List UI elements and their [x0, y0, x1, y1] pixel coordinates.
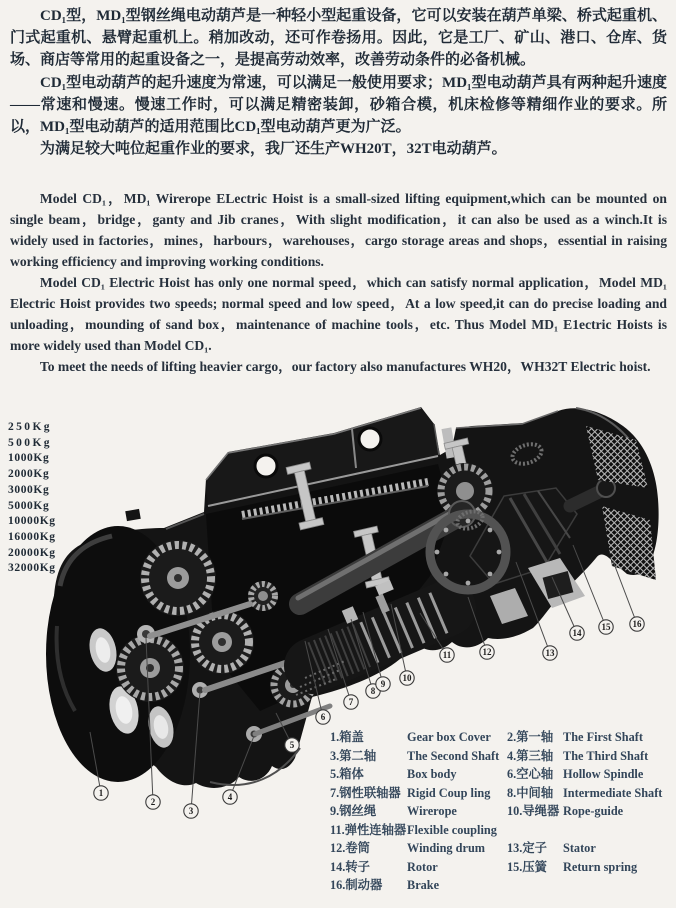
legend-cn: 16.制动器 — [330, 878, 383, 892]
svg-text:5: 5 — [289, 740, 295, 750]
capacity-label: 2000Kg — [8, 468, 50, 481]
legend-en: Return spring — [563, 859, 638, 874]
svg-text:4: 4 — [227, 792, 233, 802]
svg-text:1: 1 — [98, 788, 104, 798]
legend-cn: 15.压簧 — [507, 859, 547, 874]
legend-cn: 8.中间轴 — [507, 785, 554, 800]
capacity-label: 3000Kg — [8, 483, 50, 496]
gear — [116, 634, 184, 702]
svg-text:8: 8 — [370, 686, 376, 696]
cn-paragraph: CD₁型，MD₁型钢丝绳电动葫芦是一种轻小型起重设备，它可以安装在葫芦单梁、桥式起重机、门式起重机、悬臂起重机上。稍加改动，还可作卷扬用。因此，它是工厂、矿山、港口、仓库、货场、商店等常用的起重设备之一，是提高劳动效率，改善劳动条件的必备机械。 — [10, 8, 667, 69]
legend-row — [330, 802, 662, 821]
legend-en: Rope-guide — [563, 804, 624, 818]
legend-row — [330, 858, 662, 877]
legend-en: Rigid Coup ling — [407, 785, 491, 800]
legend-cn: 7.钢性联轴器 — [330, 785, 401, 800]
legend-en: Winding drum — [407, 841, 486, 855]
legend-en: The Third Shaft — [563, 748, 649, 763]
legend-cn — [507, 876, 563, 895]
svg-text:9: 9 — [380, 679, 386, 689]
svg-text:15: 15 — [601, 622, 611, 632]
svg-text:12: 12 — [482, 647, 492, 657]
legend-en: Stator — [563, 841, 596, 855]
legend-row — [330, 728, 662, 747]
en-paragraph: Model CD₁ Electric Hoist has only one normal speed，which can satisfy normal application，Model MD₁ Electric Hoist provides two speeds; normal speed and low speed，At a low speed,it can do precise loading and unloading，mounding of sand box，maintenance of machine tools，etc. Thus Model MD₁ E1ectric Hoists is more widely used than Model CD₁. — [10, 275, 667, 353]
gear — [248, 581, 278, 611]
legend-en: Box body — [407, 767, 457, 781]
legend-cn: 5.箱体 — [330, 767, 364, 781]
chinese-intro — [10, 5, 667, 160]
en-paragraph: To meet the needs of lifting heavier cargo，our factory also manufactures WH20，WH32T Electric hoist. — [39, 359, 651, 374]
legend-row — [330, 821, 662, 840]
legend-cn: 2.第一轴 — [507, 730, 554, 744]
capacity-label: 20000Kg — [8, 546, 56, 559]
cap-top-boss — [125, 509, 141, 521]
svg-text:13: 13 — [545, 648, 555, 658]
capacity-label: 5000Kg — [8, 499, 50, 512]
legend-row — [330, 876, 662, 895]
legend-row — [330, 784, 662, 803]
legend-cn: 14.转子 — [330, 859, 370, 874]
capacity-list — [8, 420, 56, 577]
legend-en: Rotor — [407, 859, 438, 874]
cn-paragraph: CD₁型电动葫芦的起升速度为常速，可以满足一般使用要求；MD₁型电动葫芦具有两种起升速度——常速和慢速。慢速工作时，可以满足精密装卸，砂箱合模，机床检修等精细作业的要求。所以，MD₁型电动葫芦的适用范围比CD₁型电动葫芦更为广泛。 — [10, 74, 667, 136]
legend-en: Flexible coupling — [407, 822, 497, 837]
legend-row — [330, 839, 662, 858]
capacity-label: 1000Kg — [8, 452, 50, 465]
hoist-figure — [0, 396, 676, 908]
svg-text:14: 14 — [572, 628, 582, 638]
legend-en: Gear box Cover — [407, 730, 491, 744]
legend-en: Hollow Spindle — [563, 767, 644, 781]
legend-cn: 1.箱盖 — [330, 730, 364, 744]
legend-cn: 10.导绳器 — [507, 804, 560, 818]
svg-text:2: 2 — [150, 797, 156, 807]
gear — [140, 540, 216, 616]
legend-cn: 3.第二轴 — [330, 748, 377, 763]
legend-cn — [507, 821, 563, 840]
legend-cn: 9.钢丝绳 — [330, 804, 377, 818]
legend-en: Intermediate Shaft — [563, 785, 663, 800]
legend-row — [330, 747, 662, 766]
bracket-hole-right — [359, 428, 381, 450]
capacity-label: 16000Kg — [8, 530, 56, 543]
legend-en — [563, 821, 662, 840]
capacity-label: 10000Kg — [8, 515, 56, 528]
capacity-label: 32000Kg — [8, 562, 56, 575]
svg-text:6: 6 — [320, 712, 326, 722]
legend-cn: 11.弹性连轴器 — [330, 822, 407, 837]
legend-en: Wirerope — [407, 804, 457, 818]
svg-text:16: 16 — [632, 619, 642, 629]
legend-row — [330, 765, 662, 784]
bracket-hole-left — [255, 455, 277, 477]
legend-en: The Second Shaft — [407, 748, 500, 763]
svg-text:3: 3 — [188, 806, 194, 816]
legend-en: The First Shaft — [563, 730, 643, 744]
legend-cn: 4.第三轴 — [507, 748, 554, 763]
svg-text:10: 10 — [402, 673, 412, 683]
capacity-label: 500Kg — [8, 436, 52, 449]
svg-text:11: 11 — [442, 650, 452, 660]
english-intro — [10, 188, 667, 377]
legend-cn: 13.定子 — [507, 841, 547, 855]
legend-en: Brake — [407, 878, 440, 892]
legend-en — [563, 876, 662, 895]
cn-paragraph: 为满足较大吨位起重作业的要求，我厂还生产WH20T，32T电动葫芦。 — [40, 141, 507, 158]
parts-legend — [330, 728, 662, 895]
legend-cn: 6.空心轴 — [507, 767, 554, 781]
legend-cn: 12.卷筒 — [330, 841, 370, 855]
capacity-label: 250Kg — [8, 421, 52, 433]
en-paragraph: Model CD₁，MD₁ Wirerope ELectric Hoist is a small-sized lifting equipment,which can be mounted on single beam，bridge，ganty and Jib cranes，With slight modification，it can also be used as a winch.It is widely used in factories，mines，harbours，warehouses，cargo storage areas and shops，essential in raising working efficiency and improving working conditions. — [10, 191, 667, 269]
svg-text:7: 7 — [348, 697, 354, 707]
